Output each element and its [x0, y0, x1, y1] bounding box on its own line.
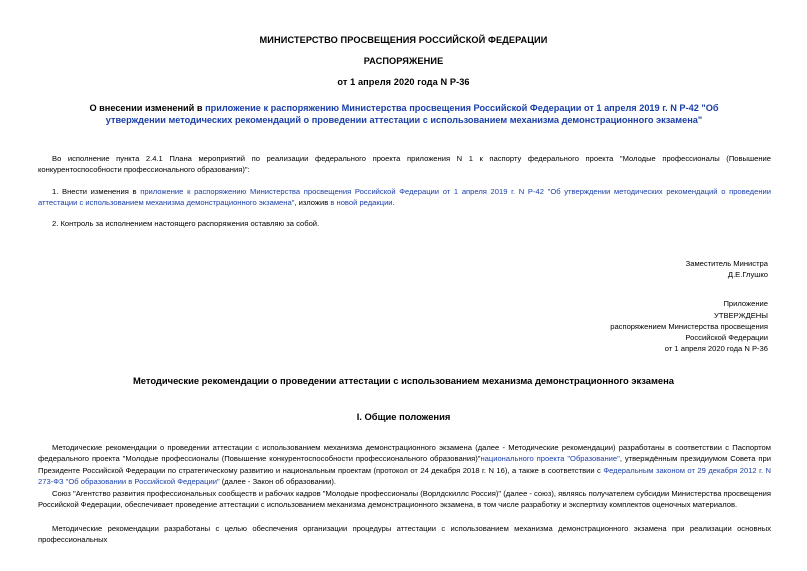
item-2-paragraph: 2. Контроль за исполнением настоящего распоряжения оставляю за собой. — [52, 219, 320, 228]
item-1-amended-document-link[interactable]: приложение к распоряжению Министерства просвещения Российской Федерации от 1 апреля 2019 г. N Р-42 "Об утверждении методических рекомендаций о проведении аттестации с использованием механизма демонстрационного экзамена" — [38, 187, 771, 208]
ministry-heading: МИНИСТЕРСТВО ПРОСВЕЩЕНИЯ РОССИЙСКОЙ ФЕДЕРАЦИИ — [259, 35, 548, 45]
document-title — [62, 102, 746, 126]
section-1-p1-part3: (далее - Закон об образовании). — [219, 476, 337, 486]
item-1-suffix: . — [392, 198, 395, 208]
title-amended-document-link[interactable]: приложение к распоряжению Министерства просвещения Российской Федерации от 1 апреля 2019 г. N Р-42 "Об утверждении методических рекомендаций о проведении аттестации с использованием механизма демонстрационного экзамена" — [105, 103, 719, 125]
section-1-paragraph-2: Союз "Агентство развития профессиональных сообществ и рабочих кадров "Молодые профессионалы (Ворлдскиллс Россия)" (далее - союз), являясь получателем субсидии Министерства просвещения Российской Федерации, обеспечивает проведение аттестации с использованием механизма демонстрационного экзамена, в том числе разработку и экспертизу комплектов оценочных материалов. — [38, 489, 771, 510]
section-1-title: I. Общие положения — [356, 411, 451, 422]
title-prefix: О внесении изменений в — [89, 103, 206, 113]
section-1-p1-part1: Методические рекомендации о проведении аттестации с использованием механизма демонстрационного экзамена (далее - Методические рекомендации) разработаны в соответствии с Паспортом федерального проекта "Молодые профессионалы (Повышение конкурентоспособности профессионального образования)" — [38, 443, 771, 464]
appendix-country: Российской Федерации — [685, 333, 768, 342]
section-1-paragraph-3: Методические рекомендации разработаны с целью обеспечения организации процедуры аттестации с использованием механизма демонстрационного экзамена при реализации основных профессиональных — [38, 524, 771, 545]
item-1-prefix: 1. Внести изменения в — [52, 187, 141, 196]
document-date: от 1 апреля 2020 года N Р-36 — [337, 77, 470, 87]
recommendations-heading: Методические рекомендации о проведении аттестации с использованием механизма демонстрационного экзамена — [132, 375, 675, 386]
appendix-date: от 1 апреля 2020 года N Р-36 — [664, 344, 768, 353]
section-1-p1-part2: , утверждённым президиумом Совета при Президенте Российской Федерации по стратегическому развитию и национальным проектам (протокол от 24 декабря 2018 г. N 16), а также в соответствии с — [38, 454, 771, 475]
section-1-paragraph-1 — [38, 442, 771, 487]
item-1-new-edition-link[interactable]: в новой редакции — [330, 198, 393, 208]
intro-paragraph: Во исполнение пункта 2.4.1 Плана мероприятий по реализации федерального проекта приложения N 1 к паспорту федерального проекта "Молодые профессионалы (Повышение конкурентоспособности профессионального образования)": — [38, 154, 771, 175]
document-type: РАСПОРЯЖЕНИЕ — [363, 56, 444, 66]
signature-position: Заместитель Министра — [685, 259, 768, 268]
item-1-middle: , изложив — [294, 198, 331, 208]
appendix-label: Приложение — [723, 299, 768, 308]
item-1-paragraph — [38, 186, 771, 209]
national-project-link[interactable]: национального проекта "Образование" — [480, 454, 620, 464]
signature-name: Д.Е.Глушко — [727, 270, 768, 279]
federal-law-link[interactable]: Федеральным законом от 29 декабря 2012 г. N 273-ФЗ "Об образовании в Российской Федерации" — [38, 465, 771, 486]
appendix-approved: УТВЕРЖДЕНЫ — [714, 311, 768, 320]
appendix-approved-by: распоряжением Министерства просвещения — [610, 322, 768, 331]
